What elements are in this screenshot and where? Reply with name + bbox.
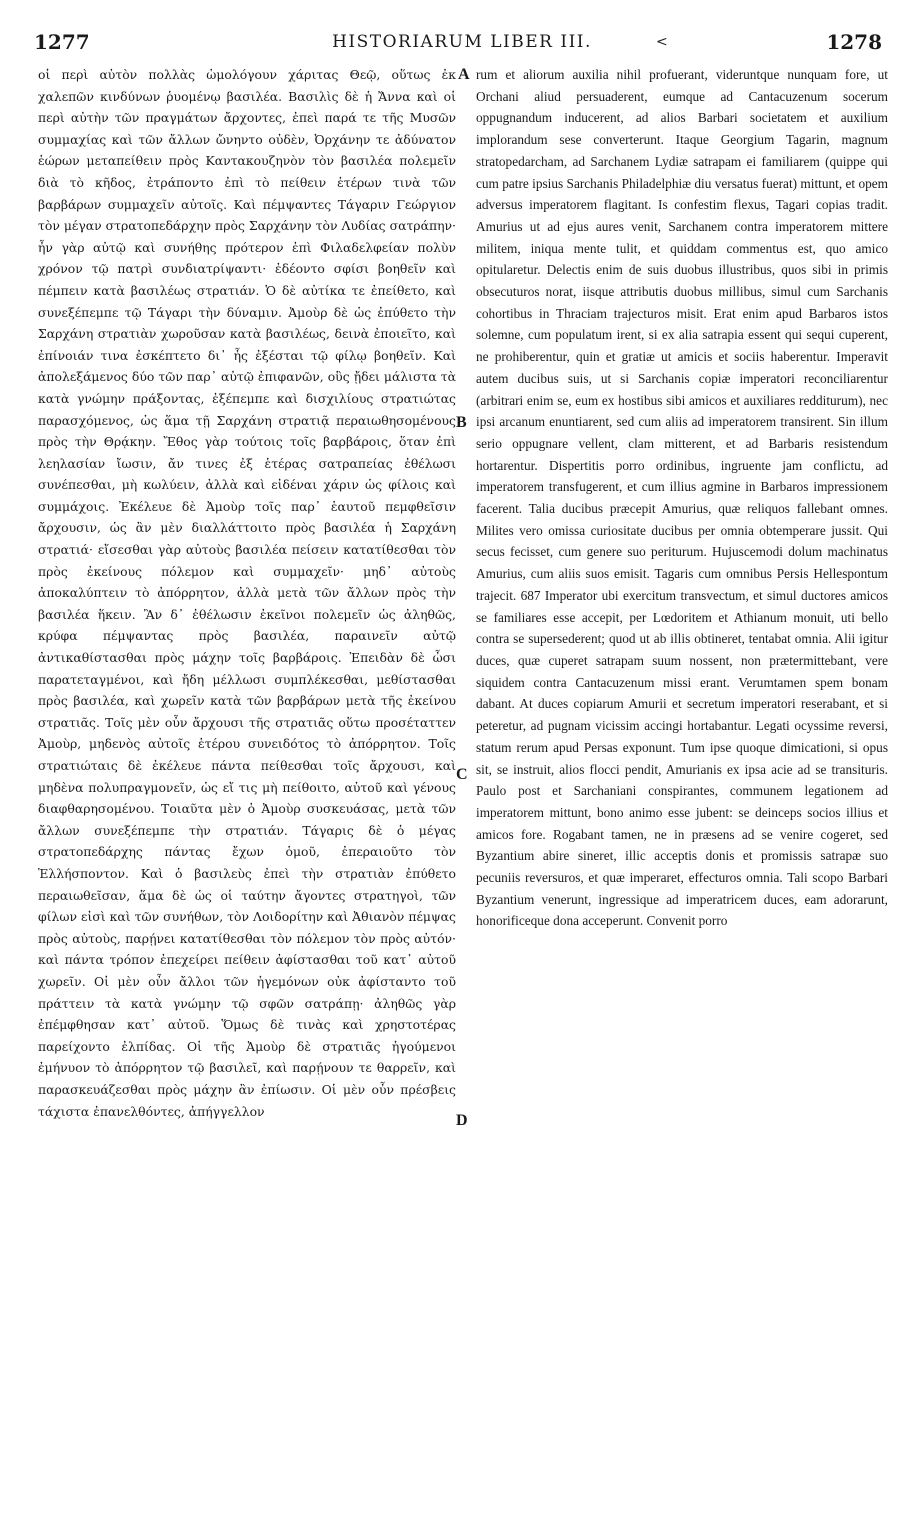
margin-marker-d: D <box>456 1112 468 1129</box>
page-number-left: 1277 <box>34 30 90 54</box>
margin-marker-a: A <box>458 66 470 83</box>
margin-marker-b: B <box>456 414 467 431</box>
latin-column <box>476 64 888 1526</box>
greek-column <box>38 64 456 1526</box>
header-mark: < <box>656 34 668 50</box>
page-header <box>30 30 894 60</box>
page-number-right: 1278 <box>826 30 882 54</box>
greek-text: οἱ περὶ αὐτὸν πολλὰς ὡμολόγουν χάριτας Θεῷ, οὕτως ἐκ χαλεπῶν κινδύνων ῥυομένῳ βασιλέα. Βασιλὶς δὲ ἡ Ἄννα καὶ οἱ περὶ αὐτὴν τῶν πραγμάτων ἄρχοντες, ἐπεὶ παρά τε τῆς Μυσῶν συμμαχίας καὶ τῶν ἄλλων ὤνηντο οὐδὲν, Ὀρχάνην τε ἀδύνατον ἑώρων μεταπείθειν πρὸς Καντακουζηνὸν τὸν βασιλέα πολεμεῖν διὰ τὸ κῆδος, ἐτράποντο ἐπὶ τὸ πείθειν ἑτέρων τινὰ τῶν βαρβάρων συμμαχεῖν αὐτοῖς. Καὶ πέμψαντες Τάγαριν Γεώργιον τὸν μέγαν στρατοπεδάρχην πρὸς Σαρχάνην τὸν Λυδίας σατράπην· ἦν γὰρ αὐτῷ καὶ συνήθης πρότερον ἐπὶ Φιλαδελφείαν πολὺν χρόνον τῷ πατρὶ συνδιατρίψαντι· ἐδέοντο σφίσι βοηθεῖν καὶ πέμπειν κατὰ βασιλέως στρατιάν. Ὁ δὲ αὐτίκα τε ἐπείθετο, καὶ συνεξέπεμπε τῷ Τάγαρι τὴν δύναμιν. Ἀμοὺρ δὲ ὡς ἐπύθετο τὴν Σαρχάνη στρατιὰν χωροῦσαν κατὰ βασιλέως, δεινὰ ἐποιεῖτο, καὶ ἐπίνοιάν τινα ἐσκέπτετο δι᾽ ἧς ἐξέσται τῷ φίλῳ βοηθεῖν. Καὶ ἀπολεξάμενος δύο τῶν παρ᾽ αὐτῷ ἐπιφανῶν, οὓς ᾔδει μάλιστα τὰ κατὰ γνώμην πράξοντας, ἐξέπεμπε καὶ δισχιλίους στρατιώτας παρασχόμενος, ὡς ἅμα τῇ Σαρχάνη στρατιᾷ περαιωθησομένους πρὸς τὴν Θρᾴκην. Ἔθος γὰρ τούτοις τοῖς βαρβάροις, ὅταν ἐπὶ λεηλασίαν ἴωσιν, ἄν τινες ἐξ ἑτέρας σατραπείας ἐθέλωσι συνέπεσθαι, μὴ κωλύειν, ἀλλὰ καὶ εἰδέναι χάριν ὡς φίλοις καὶ συμμάχοις. Ἐκέλευε δὲ Ἀμοὺρ τοῖς παρ᾽ ἑαυτοῦ πεμφθεῖσιν ἄρχουσιν, ὡς ἂν μὲν διαλλάττοιτο πρὸς βασιλέα ἡ Σαρχάνη στρατιά· εἴσεσθαι γὰρ αὐτοὺς βασιλέα πείσειν κατατίθεσθαι τὸν πρὸς ἐκείνους πόλεμον καὶ συμμαχεῖν· μηδ᾽ αὐτοὺς ἀποκαλύπτειν τὸ ἀπόρρητον, ἀλλὰ μετὰ τῶν ἄλλων πρὸς τὴν βασιλέα ἥκειν. Ἂν δ᾽ ἐθέλωσιν ἐκεῖνοι πολεμεῖν ὡς ἀληθῶς, κρύφα πέμψαντας πρὸς βασιλέα, παραινεῖν αὐτῷ ἀντικαθίστασθαι πρὸς μάχην τοῖς βαρβάροις. Ἐπειδὰν δὲ ὦσι παρατεταγμένοι, καὶ ἤδη μέλλωσι συμπλέκεσθαι, μεθίστασθαι πρὸς βασιλέα, καὶ χωρεῖν κατὰ τῶν βαρβάρων μετὰ τῆς ἐκείνου στρατιᾶς. Τοῖς μὲν οὖν ἄρχουσι τῆς στρατιᾶς οὕτω προσέταττεν Ἀμοὺρ, μηδενὸς αὐτοῖς ἑτέρου συνειδότος τὸ ἀπόρρητον. Τοῖς στρατιώταις δὲ ἐκέλευε πάντα πείθεσθαι τοῖς ἄρχουσι, καὶ μηδὲνα πολυπραγμονεῖν, ὡς εἴ τις μὴ πείθοιτο, αὐτοῦ καὶ γένους διαφθαρησομένου. Τοιαῦτα μὲν ὁ Ἀμοὺρ συσκευάσας, μετὰ τῶν ἄλλων συνεξέπεμπε τὴν στρατιάν. Τάγαρις δὲ ὁ μέγας στρατοπεδάρχης πάντας ἔχων ὁμοῦ, ἐπεραιοῦτο τὸν Ἑλλήσποντον. Καὶ ὁ βασιλεὺς ἐπεὶ τὴν στρατιὰν ἐπύθετο περαιωθεῖσαν, ἅμα δὲ ὡς οἱ ταύτην ἄγοντες στρατηγοὶ, τῶν φίλων εἰσὶ καὶ τῶν συνήθων, τὸν Λοιδορίτην καὶ Ἀθιανὸν πέμψας πρὸς αὐτοὺς, παρῄνει κατατίθεσθαι τὸν πόλεμον τὸν πρὸς αὐτόν· καὶ πάντα τρόπον ἐπεχείρει πείθειν ἀφίστασθαι τοῦ κατ᾽ αὐτοῦ χωρεῖν. Οἱ μὲν οὖν ἄλλοι τῶν ἡγεμόνων οὐκ ἀφίσταντο τοῦ πράττειν τὰ κατὰ γνώμην τῷ σφῶν σατράπῃ· ἀληθῶς γὰρ ἐπέμφθησαν κατ᾽ αὐτοῦ. Ὅμως δὲ τινὰς καὶ χρηστοτέρας παρείχοντο ἐλπίδας. Οἱ τῆς Ἀμοὺρ δὲ στρατιᾶς ἡγούμενοι ἐμήνυον τὸ ἀπόρρητον τῷ βασιλεῖ, καὶ παρῄνουν τε θαρρεῖν, καὶ παρασκευάζεσθαι πρὸς μάχην ἂν ἐπίωσιν. Οἱ μὲν οὖν πρέσβεις τάχιστα ἐπανελθόντες, ἀπήγγελλον <box>38 67 456 1119</box>
latin-text: rum et aliorum auxilia nihil profuerant, videruntque nunquam fore, ut Orchani aliud persuaderent, eumque ad Cantacuzenum socerum oppugnandum inducerent, ad alios Barbari societatem et auxilium implorandum sese converterunt. Itaque Georgium Tagarin, magnum stratopedarcham, ad Sarchanem Lydiæ satrapam ei familiarem (quippe qui cum patre ipsius Sarchanis Philadelphiæ diu versatus fuerat) mittunt, et opem adversus imperatorem flagitant. Is confestim flexus, Tagari copias tradit. Amurius ut ad ejus aures venit, Sarchanem contra imperatorem mittere militem, iniqua mente tulit, et quiddam commentus est, quo amico opitularetur. Delectis enim de suis duobus illustribus, quos sibi in primis obsecuturos norat, iisque attributis duobus millibus, simul cum Sarchanis cohortibus in Thraciam trajecturos misit. Erat enim apud Barbaros istos solemne, cum populatum irent, si ex alia satrapia essent qui sequi cuperent, ne prohiberentur, quin et gratiæ ut amicis et sociis haberentur. Imperavit autem ducibus suis, ut si Sarchanis copiæ imperatori reconciliarentur (arbitrari enim se, eum ex hostibus sibi amicos et auxiliares redditurum), nec ipsi arcanum enuntiarent, sed cum aliis ad imperatorem transirent. Sin illum serio oppugnare vellent, clam mitterent, et ad Barbaris resistendum hortarentur. Dispertitis porro ordinibus, ingruente jam conflictu, ad imperatorem transfugerent, et cum illius agmine in Barbaros impressionem facerent. Talia ducibus præcepit Amurius, quæ reliquos fallebant omnes. Milites vero omissa curiositate ducibus per omnia obtemperare jussit. Qui secus fecisset, cum genere suo periturum. Hujuscemodi dolum machinatus Amurius, cum aliis suos emisit. Tagaris cum omnibus Persis Hellespontum trajecit. 687 Imperator ubi exercitum transvectum, et simul ductores amicos se familiares esse accepit, per Lœdoritem et Athianum monuit, uti bello contra se supersederent; quod ut ab illis obtineret, tentabat omnia. Alii igitur duces, quæ cuperet satrapam suum nossent, non prætermittebant, vere siquidem contra Cantacuzenum missi erant. Verumtamen spem bonam dabant. At duces copiarum Amurii et secretum imperatori reserabant, et si peteretur, ad pugnam vicissim accingi hortabantur. Legati ocyssime reversi, statum rerum apud Persas exponunt. Tum ipse quoque dimicationi, si opus sit, se instruit, alios flocci pendit, Amurianis ex ipsa acie ad se transituris. Paulo post et Sarchaniani conspirantes, communem legationem ad imperatorem mittunt, bono animo esse jubent: se deinceps socios illius et amicos fore. Rogabant tamen, ne in præsens ad se venire cogeret, sed Byzantium abire sineret, illic acceptis donis et promissis satrapæ suo pecuniis reversuros, et quæ imperaret, effecturos omnia. Tali scopo Barbari Byzantium venerunt, ingressique ad imperatricem duces, eam adorarunt, honorificeque dona acceperunt. Convenit porro <box>476 67 888 929</box>
margin-marker-c: C <box>456 766 468 783</box>
running-title: HISTORIARUM LIBER III. <box>332 32 592 52</box>
